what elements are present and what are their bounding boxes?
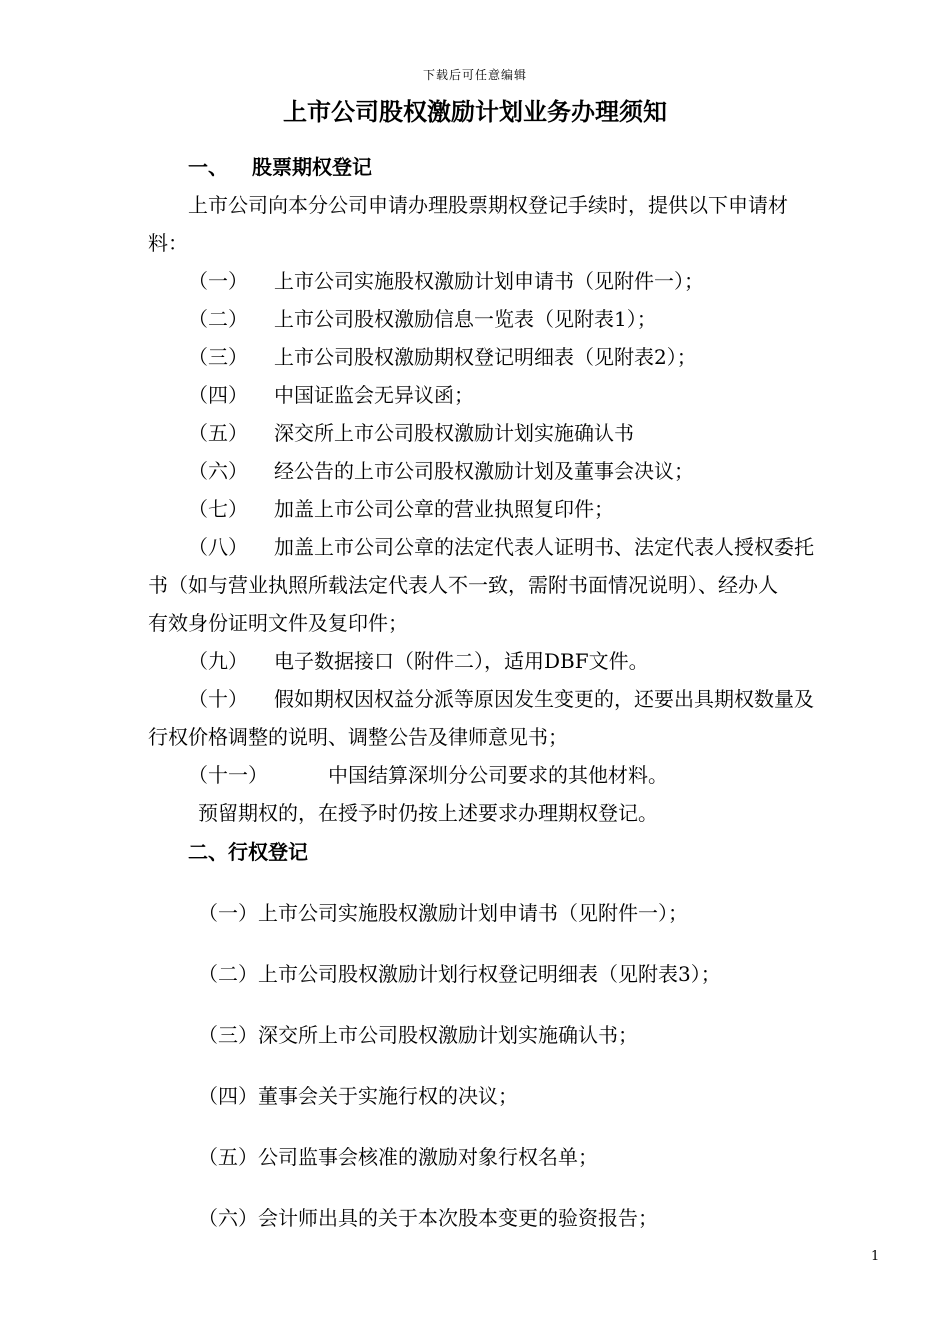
list-item: （六）会计师出具的关于本次股本变更的验资报告； [198, 1206, 658, 1230]
list-item: （四）董事会关于实施行权的决议； [198, 1084, 518, 1108]
item-text: 中国结算深圳分公司要求的其他材料。 [328, 763, 668, 787]
reserve-note: 预留期权的，在授予时仍按上述要求办理期权登记。 [198, 801, 658, 825]
item-text: 加盖上市公司公章的营业执照复印件； [274, 497, 614, 521]
list-item: （五）公司监事会核准的激励对象行权名单； [198, 1145, 598, 1169]
item-number: （四） [188, 383, 248, 407]
list-item [188, 417, 634, 446]
list-item [188, 341, 697, 370]
item-text: 假如期权因权益分派等原因发生变更的，还要出具期权数量及 [274, 687, 814, 711]
item-text: 上市公司股权激励期权登记明细表（见附表2）； [274, 345, 697, 369]
list-item [188, 379, 474, 408]
document-title: 上市公司股权激励计划业务办理须知 [283, 98, 667, 126]
item-text: 经公告的上市公司股权激励计划及董事会决议； [274, 459, 694, 483]
item-number: （九） [188, 649, 248, 673]
section1-intro-line1: 上市公司向本分公司申请办理股票期权登记手续时，提供以下申请材 [188, 193, 788, 217]
list-item [188, 683, 814, 712]
list-item [188, 645, 649, 674]
section1-heading [188, 151, 372, 180]
list-item [188, 493, 614, 522]
page-number: 1 [871, 1249, 880, 1264]
list-item: （一）上市公司实施股权激励计划申请书（见附件一）； [198, 901, 688, 925]
list-item [188, 303, 657, 332]
item-text: 中国证监会无异议函； [274, 383, 474, 407]
section1-heading-num: 一、 [188, 155, 228, 179]
item-number: （六） [188, 459, 248, 483]
item-number: （八） [188, 535, 248, 559]
list-item [188, 531, 814, 560]
item-number: （七） [188, 497, 248, 521]
item-text: 深交所上市公司股权激励计划实施确认书 [274, 421, 634, 445]
list-item: （二）上市公司股权激励计划行权登记明细表（见附表3）； [198, 962, 721, 986]
item-number: （十） [188, 687, 248, 711]
list-item-continuation: 行权价格调整的说明、调整公告及律师意见书； [148, 725, 568, 749]
item-number: （三） [188, 345, 248, 369]
item-text: 电子数据接口（附件二），适用DBF文件。 [274, 649, 649, 673]
list-item [188, 265, 704, 294]
section1-intro-line2: 料： [148, 231, 188, 255]
item-text: 上市公司实施股权激励计划申请书（见附件一）； [274, 269, 704, 293]
item-number: （二） [188, 307, 248, 331]
list-item-continuation: 有效身份证明文件及复印件； [148, 611, 408, 635]
list-item [188, 455, 694, 484]
item-number: （一） [188, 269, 248, 293]
item-number: （十一） [188, 763, 268, 787]
section1-heading-text: 股票期权登记 [252, 155, 372, 179]
item-text: 上市公司股权激励信息一览表（见附表1）； [274, 307, 657, 331]
list-item [188, 759, 668, 788]
item-number: （五） [188, 421, 248, 445]
section2-heading: 二、行权登记 [188, 840, 308, 864]
list-item: （三）深交所上市公司股权激励计划实施确认书； [198, 1023, 638, 1047]
header-note: 下载后可任意编辑 [422, 68, 527, 82]
item-text: 加盖上市公司公章的法定代表人证明书、法定代表人授权委托 [274, 535, 814, 559]
list-item-continuation: 书（如与营业执照所载法定代表人不一致，需附书面情况说明）、经办人 [148, 573, 778, 597]
